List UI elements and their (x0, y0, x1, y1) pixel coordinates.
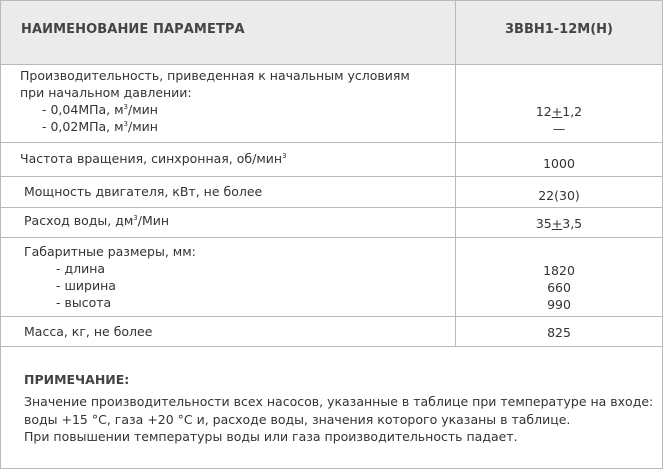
rotation-value: 1000 (543, 156, 575, 171)
row-divider (1, 346, 662, 347)
capacity-value-2: — (552, 121, 566, 136)
model-column-header: 3ВВН1-12М(Н) (505, 22, 613, 37)
dimensions-label (24, 243, 196, 311)
dimensions-height-value: 990 (547, 297, 571, 312)
dimensions-length-value: 1820 (543, 263, 575, 278)
capacity-value-1: 12+1,2 (535, 104, 583, 119)
note-line-3: При повышении температуры воды или газа производительность падает. (24, 429, 518, 444)
capacity-sub1: - 0,04МПа, $м^3$/мин (42, 102, 158, 117)
capacity-sub2: - 0,02МПа, $м^3$/мин (42, 119, 158, 134)
dimensions-label-title: Габаритные размеры, мм: (24, 244, 196, 259)
row-divider (1, 316, 662, 317)
row-divider (1, 237, 662, 238)
row-divider (1, 207, 662, 208)
note-text (24, 393, 653, 446)
capacity-label-line1: Производительность, приведенная к начальным условиям (20, 68, 410, 83)
capacity-label-line2: при начальном давлении: (20, 85, 192, 100)
param-column-header: НАИМЕНОВАНИЕ ПАРАМЕТРА (21, 22, 245, 37)
dimensions-height-label: - высота (56, 295, 112, 310)
note-line-1: Значение производительности всех насосов, указанные в таблице при температуре на входе: (24, 394, 654, 409)
row-divider (1, 176, 662, 177)
dimensions-width-value: 660 (547, 280, 571, 295)
mass-label: Масса, кг, не более (24, 324, 153, 339)
mass-value: 825 (547, 325, 571, 340)
power-label: Мощность двигателя, кВт, не более (24, 184, 263, 199)
water-label: Расход воды, $дм^3$/Мин (24, 213, 170, 228)
dimensions-length-label: - длина (56, 261, 106, 276)
table-header (1, 1, 662, 65)
water-value: 35+3,5 (535, 216, 583, 231)
capacity-label (20, 67, 410, 135)
power-value: 22(30) (538, 188, 580, 203)
note-title: ПРИМЕЧАНИЕ: (24, 372, 130, 387)
row-divider (1, 142, 662, 143)
dimensions-width-label: - ширина (56, 278, 116, 293)
note-line-2: воды +15 °С, газа +20 °С и, расходе воды, значения которого указаны в таблице. (24, 411, 571, 427)
rotation-label: Частота вращения, синхронная, об/мин$^3$ (20, 151, 287, 166)
